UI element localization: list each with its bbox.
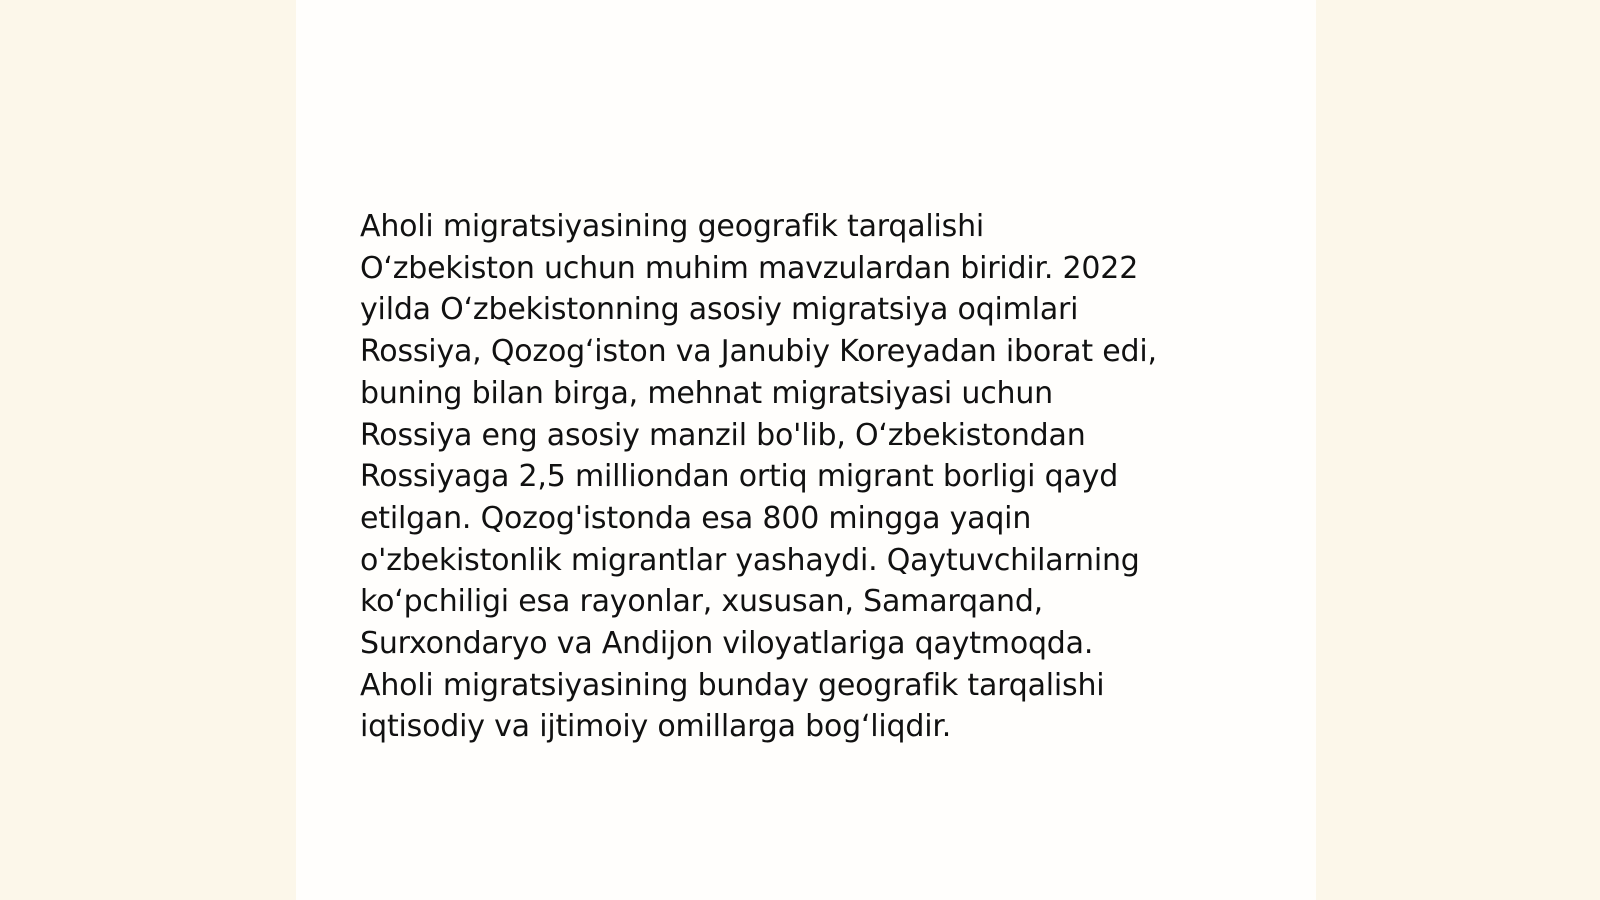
- slide-body-text: Aholi migratsiyasining geografik tarqalishi O‘zbekiston uchun muhim mavzulardan biridir. 2022 yilda O‘zbekistonning asosiy migratsiya oqimlari Rossiya, Qozog‘iston va Janubiy Koreyadan iborat edi, buning bilan birga, mehnat migratsiyasi uchun Rossiya eng asosiy manzil bo'lib, O‘zbekistondan Rossiyaga 2,5 milliondan ortiq migrant borligi qayd etilgan. Qozog'istonda esa 800 mingga yaqin o'zbekistonlik migrantlar yashaydi. Qaytuvchilarning ko‘pchiligi esa rayonlar, xususan, Samarqand, Surxondaryo va Andijon viloyatlariga qaytmoqda. Aholi migratsiyasining bunday geografik tarqalishi iqtisodiy va ijtimoiy omillarga bog‘liqdir.: [360, 209, 1157, 745]
- slide-page: [296, 0, 1316, 900]
